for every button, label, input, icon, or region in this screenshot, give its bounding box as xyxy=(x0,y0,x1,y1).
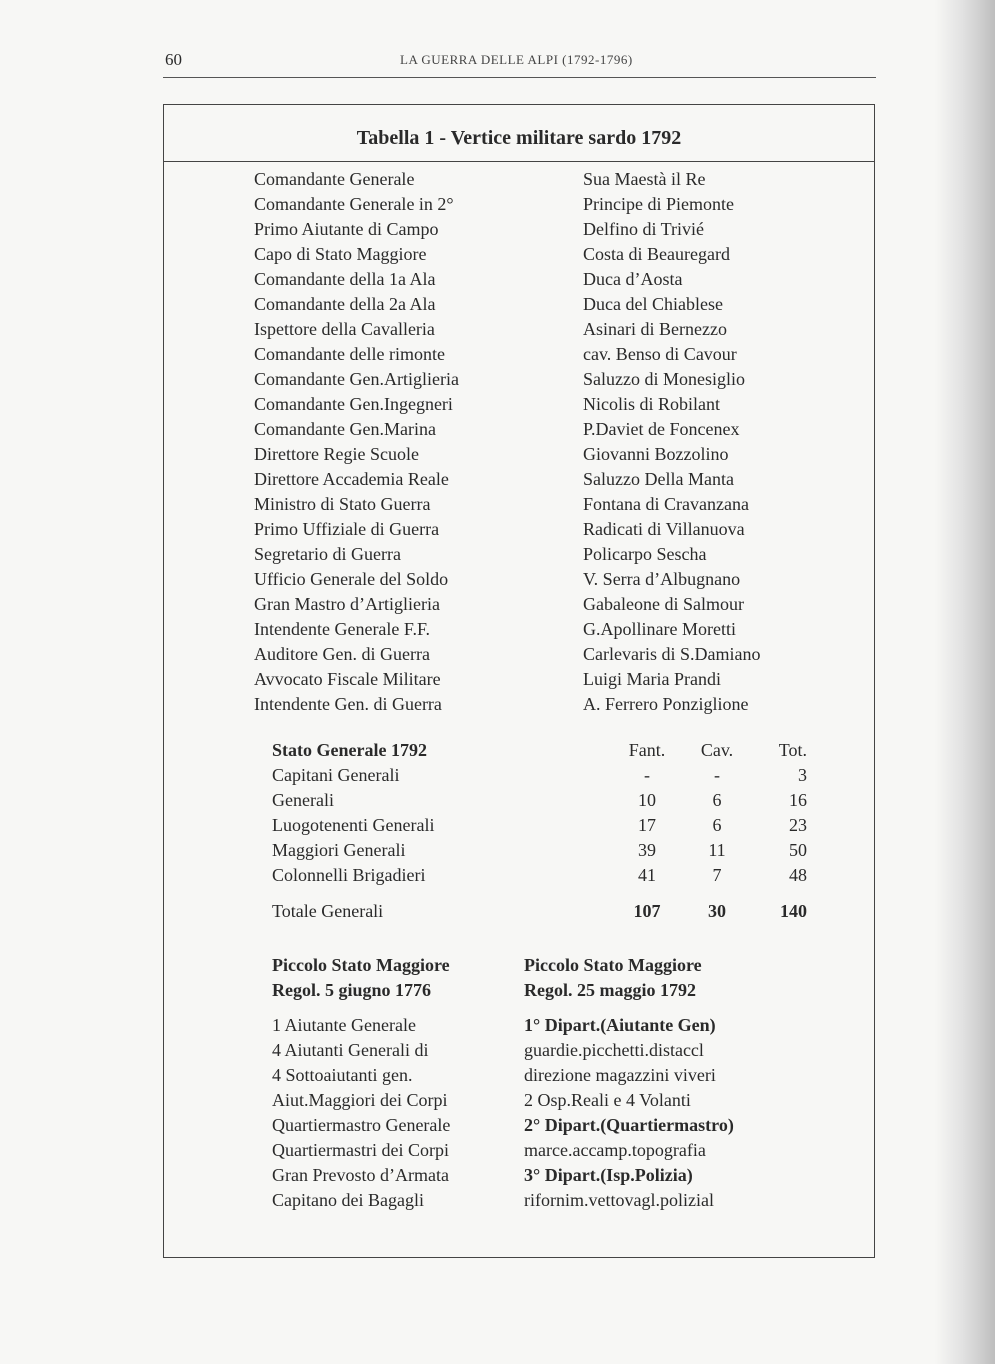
piccolo-stato-1776 xyxy=(272,953,450,1213)
fant-value: 41 xyxy=(638,865,656,885)
stato-total-row xyxy=(272,899,812,924)
tot-value: 16 xyxy=(789,790,807,810)
list-item: direzione magazzini viveri xyxy=(524,1065,716,1085)
holder-name: Luigi Maria Prandi xyxy=(583,669,721,689)
holder-name: Nicolis di Robilant xyxy=(583,394,720,414)
page-binding-shadow xyxy=(935,0,995,1364)
cav-value: 6 xyxy=(712,815,722,835)
cav-value: 7 xyxy=(712,865,722,885)
holder-name: Duca d’Aosta xyxy=(583,269,683,289)
stato-header-row xyxy=(272,738,812,763)
column-header: Fant. xyxy=(628,740,666,760)
list-item: rifornim.vettovagl.polizial xyxy=(524,1190,714,1210)
list-item: 1 Aiutante Generale xyxy=(272,1015,416,1035)
total-label: Totale Generali xyxy=(272,901,384,921)
tot-value: 50 xyxy=(789,840,807,860)
post-label: Gran Mastro d’Artiglieria xyxy=(254,594,440,614)
holder-name: Asinari di Bernezzo xyxy=(583,319,727,339)
list-item: marce.accamp.topografia xyxy=(524,1140,706,1160)
post-label: Comandante Generale in 2° xyxy=(254,194,454,214)
holders-column xyxy=(583,167,760,717)
post-label: Ufficio Generale del Soldo xyxy=(254,569,449,589)
post-label: Direttore Accademia Reale xyxy=(254,469,449,489)
list-item: guardie.picchetti.distaccl xyxy=(524,1040,704,1060)
holder-name: Carlevaris di S.Damiano xyxy=(583,644,761,664)
running-title: LA GUERRA DELLE ALPI (1792-1796) xyxy=(400,52,633,67)
holder-name: Saluzzo di Monesiglio xyxy=(583,369,745,389)
tot-value: 23 xyxy=(789,815,807,835)
column-header: Tot. xyxy=(778,740,807,760)
list-item: Aiut.Maggiori dei Corpi xyxy=(272,1090,448,1110)
rank-label: Generali xyxy=(272,790,334,810)
post-label: Comandante Gen.Marina xyxy=(254,419,436,439)
header-rule xyxy=(163,77,876,78)
list-item: Quartiermastri dei Corpi xyxy=(272,1140,449,1160)
fant-value: 10 xyxy=(638,790,656,810)
holder-name: Sua Maestà il Re xyxy=(583,169,706,189)
cav-value: 6 xyxy=(712,790,722,810)
post-label: Segretario di Guerra xyxy=(254,544,401,564)
list-1776 xyxy=(272,1013,450,1213)
page-number: 60 xyxy=(165,50,182,69)
holder-name: Gabaleone di Salmour xyxy=(583,594,744,614)
holder-name: Radicati di Villanuova xyxy=(583,519,745,539)
tot-value: 48 xyxy=(789,865,807,885)
piccolo-stato-1792 xyxy=(524,953,734,1213)
post-label: Comandante della 2a Ala xyxy=(254,294,436,314)
holder-name: Policarpo Sescha xyxy=(583,544,707,564)
post-label: Ministro di Stato Guerra xyxy=(254,494,431,514)
section-subheading: Regol. 25 maggio 1792 xyxy=(524,980,696,1000)
holder-name: Fontana di Cravanzana xyxy=(583,494,749,514)
post-label: Comandante Gen.Artiglieria xyxy=(254,369,459,389)
rank-label: Capitani Generali xyxy=(272,765,400,785)
holder-name: G.Apollinare Moretti xyxy=(583,619,736,639)
list-1792 xyxy=(524,1013,734,1213)
holder-name: Giovanni Bozzolino xyxy=(583,444,729,464)
post-label: Intendente Gen. di Guerra xyxy=(254,694,442,714)
tot-value: 3 xyxy=(798,765,807,785)
list-item: Quartiermastro Generale xyxy=(272,1115,451,1135)
department-heading: 2° Dipart.(Quartiermastro) xyxy=(524,1115,734,1135)
total-fant: 107 xyxy=(633,901,661,921)
list-item: 2 Osp.Reali e 4 Volanti xyxy=(524,1090,691,1110)
list-item: Gran Prevosto d’Armata xyxy=(272,1165,449,1185)
post-label: Comandante della 1a Ala xyxy=(254,269,436,289)
fant-value: - xyxy=(644,765,650,785)
stato-row xyxy=(272,788,812,813)
post-label: Ispettore della Cavalleria xyxy=(254,319,435,339)
holder-name: A. Ferrero Ponziglione xyxy=(583,694,749,714)
holder-name: P.Daviet de Foncenex xyxy=(583,419,740,439)
list-item: 4 Sottoaiutanti gen. xyxy=(272,1065,413,1085)
post-label: Direttore Regie Scuole xyxy=(254,444,419,464)
section-heading: Piccolo Stato Maggiore xyxy=(524,955,702,975)
department-heading: 1° Dipart.(Aiutante Gen) xyxy=(524,1015,716,1035)
stato-row xyxy=(272,863,812,888)
stato-generale-table xyxy=(272,738,812,924)
stato-row xyxy=(272,763,812,788)
post-label: Comandante Generale xyxy=(254,169,415,189)
stato-row xyxy=(272,838,812,863)
post-label: Avvocato Fiscale Militare xyxy=(254,669,441,689)
holder-name: Duca del Chiablese xyxy=(583,294,723,314)
title-rule xyxy=(164,161,874,162)
post-label: Intendente Generale F.F. xyxy=(254,619,431,639)
department-heading: 3° Dipart.(Isp.Polizia) xyxy=(524,1165,693,1185)
posts-column xyxy=(254,167,459,717)
cav-value: 11 xyxy=(708,840,726,860)
list-item: 4 Aiutanti Generali di xyxy=(272,1040,429,1060)
post-label: Comandante delle rimonte xyxy=(254,344,445,364)
post-label: Comandante Gen.Ingegneri xyxy=(254,394,453,414)
holder-name: Principe di Piemonte xyxy=(583,194,734,214)
section-heading: Piccolo Stato Maggiore xyxy=(272,955,450,975)
section-subheading: Regol. 5 giugno 1776 xyxy=(272,980,432,1000)
table-title: Tabella 1 - Vertice militare sardo 1792 xyxy=(356,127,682,149)
holder-name: V. Serra d’Albugnano xyxy=(583,569,741,589)
holder-name: Costa di Beauregard xyxy=(583,244,730,264)
total-tot: 140 xyxy=(780,901,807,921)
total-cav: 30 xyxy=(708,901,726,921)
fant-value: 39 xyxy=(638,840,656,860)
stato-title: Stato Generale 1792 xyxy=(272,740,427,760)
post-label: Auditore Gen. di Guerra xyxy=(254,644,430,664)
post-label: Capo di Stato Maggiore xyxy=(254,244,427,264)
fant-value: 17 xyxy=(638,815,656,835)
rank-label: Colonnelli Brigadieri xyxy=(272,865,426,885)
post-label: Primo Uffiziale di Guerra xyxy=(254,519,440,539)
holder-name: cav. Benso di Cavour xyxy=(583,344,737,364)
rank-label: Maggiori Generali xyxy=(272,840,406,860)
stato-row xyxy=(272,813,812,838)
column-header: Cav. xyxy=(700,740,734,760)
cav-value: - xyxy=(714,765,720,785)
post-label: Primo Aiutante di Campo xyxy=(254,219,439,239)
table-frame xyxy=(163,104,875,1258)
holder-name: Delfino di Trivié xyxy=(583,219,705,239)
list-item: Capitano dei Bagagli xyxy=(272,1190,424,1210)
holder-name: Saluzzo Della Manta xyxy=(583,469,734,489)
rank-label: Luogotenenti Generali xyxy=(272,815,435,835)
